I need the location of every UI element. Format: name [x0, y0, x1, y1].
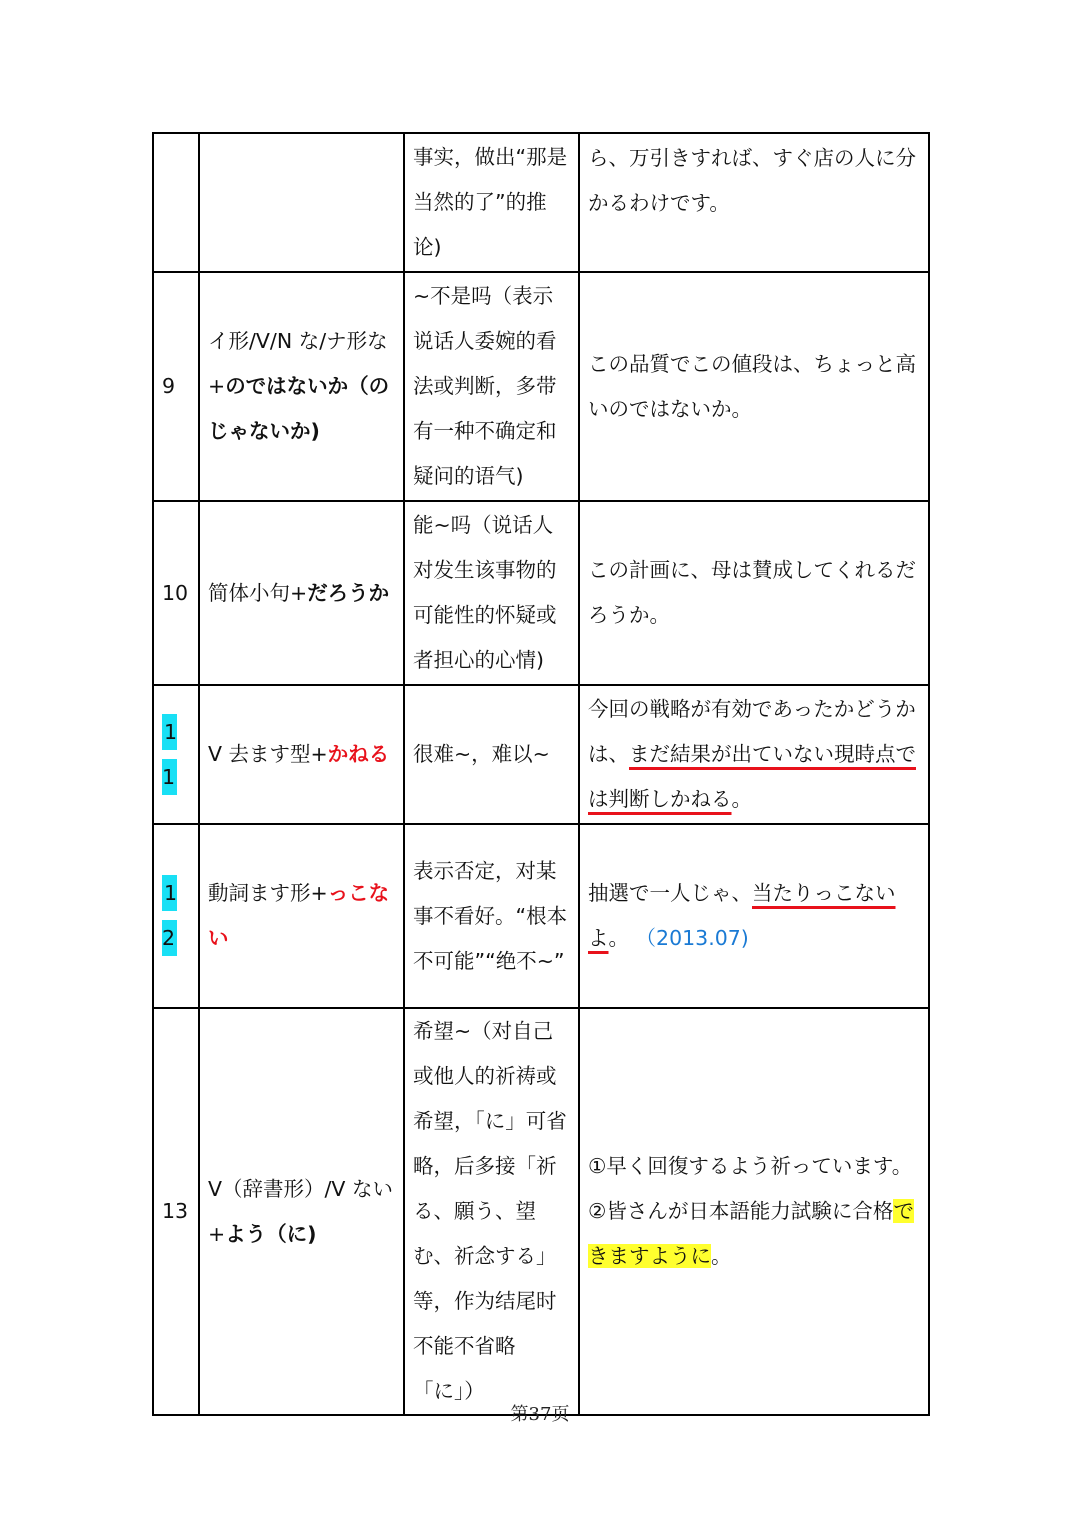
- example-highlight: できますように: [588, 1199, 914, 1268]
- table-row: [153, 824, 929, 1008]
- row-number: 9: [153, 272, 199, 501]
- table-row: [153, 133, 929, 272]
- row-number: [153, 133, 199, 272]
- example-cell: ら、万引きすれば、すぐ店の人に分かるわけです。: [579, 133, 929, 272]
- example-end: 。: [711, 1244, 732, 1268]
- meaning-cell: 表示否定，对某事不看好。“根本不可能”“绝不~”: [404, 824, 579, 1008]
- row-number-highlight: 12: [162, 875, 177, 956]
- example-text: 今回の戦略が有効であったかどうかは、: [588, 697, 916, 766]
- pattern-cell: [199, 272, 404, 501]
- example-1: ①早く回復するよう祈っています。: [588, 1154, 913, 1178]
- row-number: 10: [153, 501, 199, 685]
- pattern-base: 简体小句+: [208, 580, 308, 605]
- table-row: [153, 685, 929, 824]
- row-number: 13: [153, 1008, 199, 1415]
- example-end: 。: [731, 787, 752, 811]
- example-cell: この品質でこの値段は、ちょっと高いのではないか。: [579, 272, 929, 501]
- row-number: [153, 685, 199, 824]
- pattern-cell: [199, 685, 404, 824]
- pattern-base: V 去ます型+: [208, 742, 328, 766]
- pattern-cell: [199, 501, 404, 685]
- pattern-cell: [199, 824, 404, 1008]
- example-cell: この計画に、母は賛成してくれるだろうか。: [579, 501, 929, 685]
- example-end: 。: [608, 926, 629, 950]
- pattern-keyword: よう（に): [225, 1221, 317, 1246]
- page-number: 第37页: [510, 1404, 570, 1425]
- pattern-base: イ形/V/N な/ナ形な+: [208, 329, 388, 398]
- example-cell: [579, 685, 929, 824]
- table-row: [153, 1008, 929, 1415]
- pattern-base: 動詞ます形+: [208, 881, 328, 905]
- meaning-cell: ~不是吗（表示说话人委婉的看法或判断，多带有一种不确定和疑问的语气): [404, 272, 579, 501]
- meaning-cell: 很难~，难以~: [404, 685, 579, 824]
- table-row: [153, 501, 929, 685]
- example-cell: [579, 824, 929, 1008]
- meaning-cell: 事实，做出“那是当然的了”的推论): [404, 133, 579, 272]
- row-number: [153, 824, 199, 1008]
- example-underlined: 当たりっこないよ: [588, 881, 896, 950]
- example-underlined: まだ結果が出ていない現時点では判断しかねる: [588, 742, 916, 811]
- row-number-highlight: 11: [162, 714, 177, 795]
- pattern-keyword: っこない: [208, 881, 390, 950]
- pattern-cell: [199, 1008, 404, 1415]
- pattern-keyword: だろうか: [307, 580, 390, 605]
- meaning-cell: 能~吗（说话人对发生该事物的可能性的怀疑或者担心的心情): [404, 501, 579, 685]
- pattern-cell: [199, 133, 404, 272]
- meaning-cell: 希望~（对自己或他人的祈祷或希望，「に」可省略，后多接「祈る、願う、望む、祈念する」等，作为结尾时不能不省略「に」）: [404, 1008, 579, 1415]
- pattern-keyword: かねる: [327, 742, 390, 766]
- pattern-keyword: のではないか（のじゃないか): [208, 374, 390, 443]
- example-2: ②皆さんが日本語能力試験に合格: [588, 1199, 894, 1223]
- table-row: [153, 272, 929, 501]
- grammar-table: [152, 132, 930, 1416]
- example-cell: [579, 1008, 929, 1415]
- example-text: 抽選で一人じゃ、: [588, 881, 752, 905]
- exam-date: （2013.07): [635, 926, 749, 950]
- pattern-base: V（辞書形）/V ない+: [208, 1176, 393, 1246]
